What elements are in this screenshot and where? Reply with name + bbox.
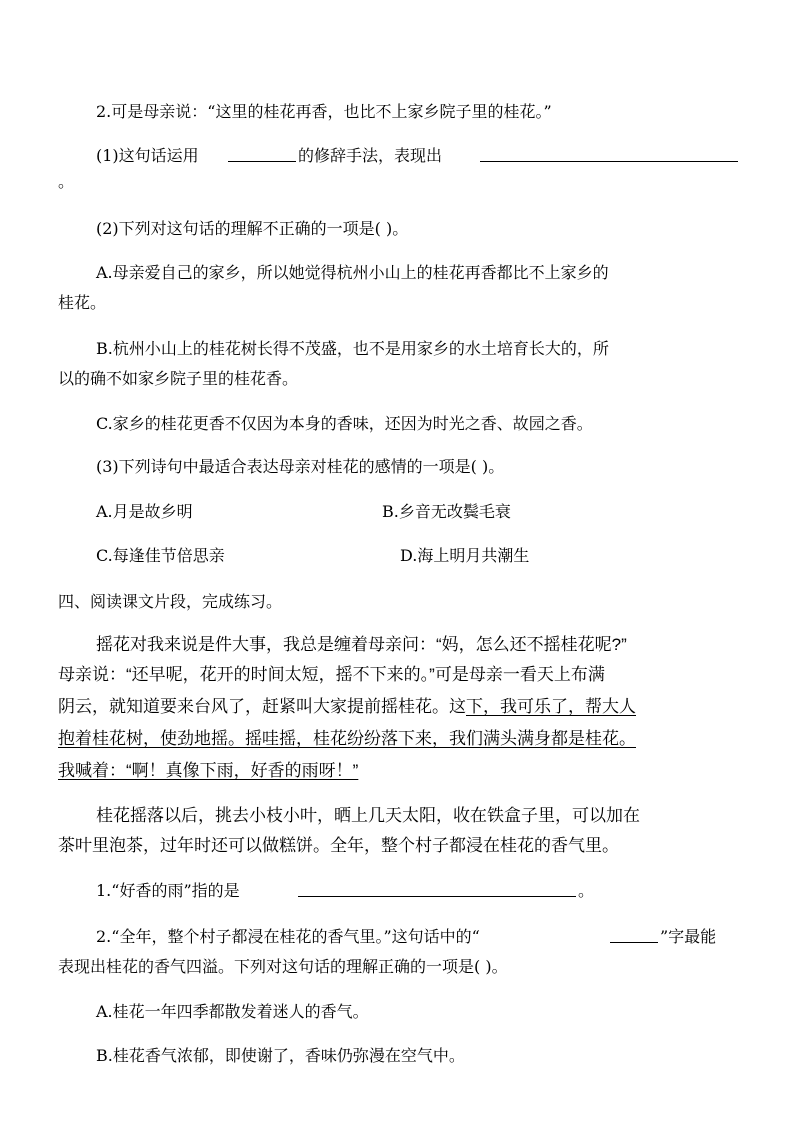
s4-q2-option-b: B.桂花香气浓郁，即使谢了，香味仍弥漫在空气中。	[96, 1046, 465, 1065]
s4-q1-prefix: 1.“好香的雨”指的是	[96, 881, 240, 900]
passage-p1-text-3-plain: 阴云，就知道要来台风了，赶紧叫大家提前摇桂花。这	[58, 697, 466, 716]
q2-sub1-middle: 的修辞手法，表现出	[298, 146, 443, 165]
q2-sub3-option-b: B.乡音无改鬓毛衰	[382, 502, 511, 521]
q2-sub3-option-c: C.每逢佳节倍思亲	[96, 546, 225, 565]
q2-sub1-blank-expression[interactable]	[480, 145, 738, 162]
passage-p1-text-2: 母亲说：“还早呢，花开的时间太短，摇不下来的。”可是母亲一看天上布满	[58, 665, 605, 684]
s4-q2-option-a: A.桂花一年四季都散发着迷人的香气。	[96, 1002, 369, 1021]
passage-p1-text-1: 摇花对我来说是件大事，我总是缠着母亲问：“妈，怎么还不摇桂花呢?”	[96, 635, 627, 654]
section4-title: 四、阅读课文片段，完成练习。	[58, 592, 283, 611]
q2-sub2-option-c: C.家乡的桂花更香不仅因为本身的香味，还因为时光之香、故园之香。	[96, 414, 593, 433]
q2-sub2-stem: (2)下列对这句话的理解不正确的一项是( )。	[96, 219, 409, 238]
passage-p2-text-2: 茶叶里泡茶，过年时还可以做糕饼。全年，整个村子都浸在桂花的香气里。	[58, 836, 619, 855]
s4-q2-stem-cont: 表现出桂花的香气四溢。下列对这句话的理解正确的一项是( )。	[58, 957, 508, 976]
s4-q1-end: 。	[578, 881, 595, 900]
passage-p1-text-3	[58, 696, 636, 718]
q2-sub3-stem: (3)下列诗句中最适合表达母亲对桂花的感情的一项是( )。	[96, 457, 505, 476]
s4-q2-suffix: ”字最能	[660, 927, 717, 946]
q2-sub1-blank-technique[interactable]	[228, 145, 296, 162]
q2-sub2-option-a-cont: 桂花。	[58, 293, 107, 312]
q2-sub2-option-a: A.母亲爱自己的家乡，所以她觉得杭州小山上的桂花再香都比不上家乡的	[96, 263, 609, 282]
q2-sub2-option-b-cont: 以的确不如家乡院子里的桂花香。	[58, 369, 299, 388]
s4-q2-prefix: 2.“全年，整个村子都浸在桂花的香气里。”这句话中的“	[96, 927, 480, 946]
s4-q1-answer-blank[interactable]	[298, 880, 576, 897]
q2-stem: 2.可是母亲说：“这里的桂花再香，也比不上家乡院子里的桂花。”	[96, 102, 552, 121]
s4-q2-char-blank[interactable]	[610, 926, 658, 943]
q2-sub1-prefix: (1)这句话运用	[96, 146, 199, 165]
q2-sub1-end: 。	[58, 172, 75, 191]
passage-p2-text-1: 桂花摇落以后，挑去小枝小叶，晒上几天太阳，收在铁盒子里，可以加在	[96, 806, 640, 825]
q2-sub3-option-a: A.月是故乡明	[96, 502, 193, 521]
passage-p1-underlined-1: 下，我可乐了，帮大人	[466, 697, 636, 716]
passage-p1-underlined-3: 我喊着：“啊！真像下雨，好香的雨呀！”	[58, 761, 359, 780]
passage-p1-underlined-2: 抱着桂花树，使劲地摇。摇哇摇，桂花纷纷落下来，我们满头满身都是桂花。	[58, 729, 636, 748]
q2-sub2-option-b: B.杭州小山上的桂花树长得不茂盛，也不是用家乡的水土培育长大的，所	[96, 339, 609, 358]
q2-sub3-option-d: D.海上明月共潮生	[400, 546, 530, 565]
